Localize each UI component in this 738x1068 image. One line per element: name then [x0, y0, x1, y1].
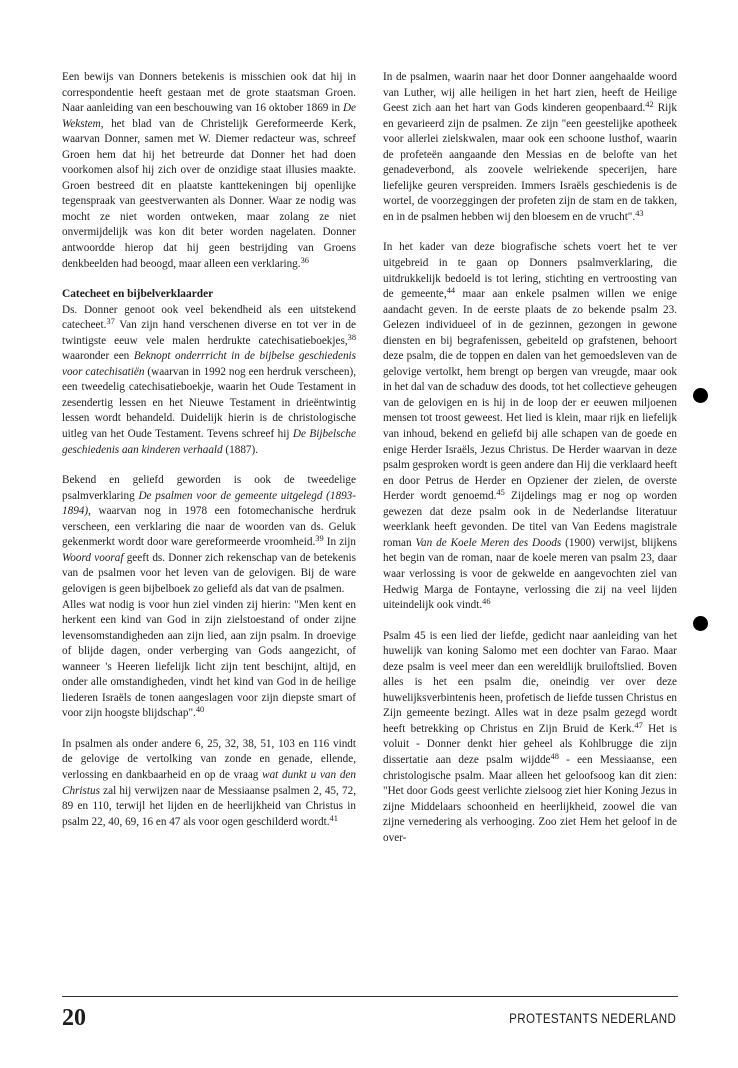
footnote-ref: 45 — [496, 488, 505, 498]
page-number: 20 — [62, 1005, 86, 1031]
footnote-ref: 47 — [634, 720, 643, 730]
right-column — [383, 70, 677, 861]
paragraph: Ds. Donner genoot ook veel bekendheid als een uitstekend catecheet.$^{37}$ Van zijn hand verschenen diverse en tot ver in de twintigste eeuw vele malen herdrukte catechisatieboekjes,$^{38}$ waaronder een Beknopt onderrricht in de bijbelse geschiedenis voor catechisatiën (waarvan in 1992 nog een herdruk verscheen), een tweedelig catechisatieboekje, waarin het Oude Testament in zesendertig lessen en het Nieuwe Testament in drieëntwintig lessen wordt behandeld. Duidelijk hierin is de christologische uitleg van het Oude Testament. Tevens schreef hij De Bijbelsche geschiedenis aan kinderen verhaald (1887). — [62, 303, 356, 456]
footer-divider — [62, 996, 678, 997]
footnote-ref: 48 — [550, 751, 559, 761]
footnote-ref: 37 — [106, 317, 115, 327]
section-heading: Catecheet en bijbelverklaarder — [62, 288, 214, 301]
left-column — [62, 70, 356, 845]
footnote-ref: 36 — [300, 255, 309, 265]
footnote-ref: 39 — [315, 534, 324, 544]
paragraph: Bekend en geliefd geworden is ook de tweedelige psalmverklaring De psalmen voor de gemeente uitgelegd (1893-1894), waarvan nog in 1978 een fotomechanische herdruk verscheen, een verklaring die naar de woorden van ds. Geluk gekenmerkt wordt door ware gereformeerde vroomheid.$^{39}$ In zijn Woord vooraf geeft ds. Donner zich rekenschap van de betekenis van de psalmen voor het leven van de gelovigen. Bij de ware gelovigen is geen bijbelboek zo geliefd als dat van de psalmen. — [62, 474, 357, 595]
footnote-ref: 40 — [195, 705, 205, 715]
paragraph: In de psalmen, waarin naar het door Donner aangehaalde woord van Luther, wij alle heiligen in het hart zien, heeft de Heilige Geest zich aan het hart van Gods kinderen geopenbaard.$^{42}$ Rijk en gevarieerd zijn de psalmen. Ze zijn "een geestelijke apotheek voor allerlei zielskwalen, maar ook een schoone lusthof, waarin de profeteën aangaande den Messias en de belofte van het genadeverbond, als zoovele welriekende specerijen, hare liefelijke geuren verspreiden. Immers Israëls geschiedenis is de wortel, de voorzeggingen der profeten zijn de stam en de takken, en in de psalmen hebben wij den bloesem en de vrucht".$^{43}$ — [383, 71, 677, 223]
paragraph: Psalm 45 is een lied der liefde, gedicht naar aanleiding van het huwelijk van koning Salomo met een dochter van Farao. Maar deze psalm is veel meer dan een wereldlijk bruiloftslied. Boven alles is het een psalm die, oneindig ver over deze huwelijksverbintenis heen, profetisch de liefde tussen Christus en Zijn gemeente bezingt. Alles wat in deze psalm gezegd wordt heeft betrekking op Christus en Zijn Bruid de Kerk.$^{47}$ Het is voluit - Donner denkt hier geheel als Kohlbrugge die zijn dissertatie aan deze psalm wijdde$^{48}$ - een Messiaanse, een christologische psalm. Maar alleen het geloofsoog kan dit zien: "Het door Gods geest verlichte zielsoog ziet hier Koning Jezus in zijne Middelaars schoonheid en heerlijkheid, zoowel die van zijne vernedering als verhooging. Zoo ziet Hem het geloof in de over- — [383, 629, 677, 844]
paragraph: In psalmen als onder andere 6, 25, 32, 38, 51, 103 en 116 vindt de gelovige de vertolking van zonde en genade, ellende, verlossing en dankbaarheid en op de vraag wat dunkt u van den Christus zal hij verwijzen naar de Messiaanse psalmen 2, 45, 72, 89 en 110, terwijl het lijden en de heerlijkheid van Christus in psalm 22, 40, 69, 16 en 47 als voor ogen geschilderd wordt.$^{41}$ — [62, 737, 356, 828]
paragraph: In het kader van deze biografische schets voert het te ver uitgebreid in te gaan op Donners psalmverklaring, die uitdrukkelijk bedoeld is tot lering, stichting en vertroosting van de gemeente,$^{44}$ maar aan enkele psalmen willen we enige aandacht geven. In de eerste plaats de zo bekende psalm 23. Gelezen individueel of in de gezinnen, gezongen in gewone diensten en bij begrafenissen, gebeiteld op grafstenen, behoort deze psalm, die de toppen en dalen van het gemoedsleven van de gelovige vertolkt, hem brengt op bergen van vreugde, maar ook in het dal van de schaduw des doods, tot het collectieve geheugen van de gelovigen en is hij in de loop der er eeuwen miljoenen mensen tot troost geweest. Het lied is klein, maar rijk en liefelijk van inhoud, bekend en geliefd bij alle schapen van de goede en enige Herder Israëls, Jezus Christus. De Herder waarvan in deze psalm gesproken wordt is geen andere dan Hij die verklaard heeft en door Petrus de Herder en Opziener der zielen, de overste Herder wordt genoemd.$^{45}$ Zijdelings mag er nog op worden gewezen dat deze psalm ook in de Nederlandse literatuur weerklank heeft gevonden. De titel van Van Eedens magistrale roman Van de Koele Meren des Doods (1900) verwijst, blijkens het begin van de roman, naar de koele meren van psalm 23, daar waar verlossing is voor de gekwelde en aangevochten ziel van Hedwig Marga de Fontayne, verlossing die zij na veel lijden uiteindelijk ook vindt.$^{46}$ — [383, 241, 678, 612]
footnote-ref: 41 — [329, 813, 338, 823]
footnote-ref: 46 — [482, 597, 491, 607]
paragraph: Alles wat nodig is voor hun ziel vinden zij hierin: "Men kent en herkent een kind van God in zijn zielstoestand of onder zijne levensomstandigheden aan zijn lied, aan zijn psalm. In droevige of blijde dagen, onder verberging van Gods aangezicht, of wanneer 's Heeren liefelijk licht zijn tent beschijnt, altijd, en onder alle omstandigheden, vindt het kind van God in de heilige liederen Israëls de tonen aangeslagen voor zijn diepste smart of voor zijn hoogste blijdschap".$^{40}$ — [62, 598, 356, 720]
punch-hole-mark — [693, 616, 708, 631]
footnote-ref: 38 — [347, 332, 356, 342]
footnote-ref: 42 — [645, 100, 654, 110]
paragraph: Een bewijs van Donners betekenis is misschien ook dat hij in correspondentie heeft gestaan met de grote staatsman Groen. Naar aanleiding van een beschouwing van 16 oktober 1869 in De Wekstem, het blad van de Christelijk Gereformeerde Kerk, waarvan Donner, samen met W. Diemer redacteur was, schreef Groen hem dat hij het betreurde dat Donner het had doen voorkomen alsof hij zich over de onzidige staat illusies maakte. Groen bestreed dit en plaatste kanttekeningen bij openlijke tegenspraak van geestverwanten als Donner. Waar ze nodig was mocht ze niet worden ontweken, maar zolang ze niet onvermijdelijk was kon dit beter worden nagelaten. Donner antwoordde hierop dat hij geen bestrijding van Groens denkbeelden had beoogd, maar alleen een verklaring.$^{36}$ — [62, 71, 356, 270]
punch-hole-mark — [693, 388, 708, 403]
footnote-ref: 43 — [635, 208, 644, 218]
running-footer-title: PROTESTANTS NEDERLAND — [508, 1011, 676, 1026]
footnote-ref: 44 — [446, 286, 456, 296]
